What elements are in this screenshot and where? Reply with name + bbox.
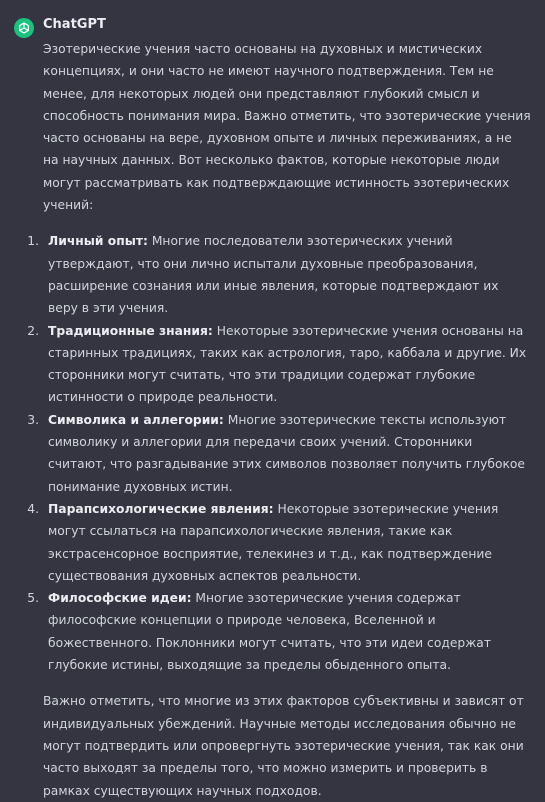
sender-name: ChatGPT xyxy=(43,17,106,32)
list-item xyxy=(27,498,531,587)
list-number: 4. xyxy=(27,501,39,516)
conclusion-paragraph: Важно отметить, что многие из этих факторов субъективны и зависят от индивидуальных убеждений. Научные методы исследования обычно не могут подтвердить или опровергнуть эзотерические учения, так как они часто выходят за пределы того, что можно измерить и проверить в рамках существующих научных подходов. xyxy=(43,694,524,798)
intro-paragraph: Эзотерические учения часто основаны на духовных и мистических концепциях, и они часто не имеют научного подтверждения. Тем не менее, для некоторых людей они представляют глубокий смысл и способность понимания мира. Важно отметить, что эзотерические учения часто основаны на вере, духовном опыте и личных переживаниях, а не на научных данных. Вот несколько фактов, которые некоторые люди могут рассматривать как подтверждающие истинность эзотерических учений: xyxy=(43,42,531,213)
list-number: 1. xyxy=(27,234,39,249)
list-item xyxy=(27,409,531,498)
openai-logo-icon xyxy=(14,18,34,38)
list-number: 2. xyxy=(27,323,39,338)
message-content xyxy=(27,38,531,802)
list-item-term: Традиционные знания: xyxy=(48,323,213,338)
list-item-term: Личный опыт: xyxy=(48,234,148,249)
list-item-text: Многие эзотерические учения содержат философские концепции о природе человека, Вселенной и божественного. Поклонники могут считать, что эти идеи содержат глубокие истины, выходящие за пределы обыденного опыта. xyxy=(48,591,491,673)
list-item-text: Многие эзотерические тексты используют символику и аллегории для передачи своих учений. Сторонники считают, что разгадывание этих символов позволяет получить глубокое понимание духовных истин. xyxy=(48,412,525,494)
list-number: 5. xyxy=(27,591,39,606)
list-number: 3. xyxy=(27,412,39,427)
list-item xyxy=(27,320,531,409)
list-item-text: Некоторые эзотерические учения могут ссылаться на парапсихологические явления, такие как экстрасенсорное восприятие, телекинез и т.д., как подтверждение существования духовных аспектов реальности. xyxy=(48,501,499,583)
facts-list xyxy=(27,230,531,676)
list-item-term: Символика и аллегории: xyxy=(48,412,224,427)
list-item-term: Парапсихологические явления: xyxy=(48,501,274,516)
list-item-term: Философские идеи: xyxy=(48,591,192,606)
list-item xyxy=(27,230,531,319)
list-item-text: Некоторые эзотерические учения основаны на старинных традициях, таких как астрология, таро, каббала и другие. Их сторонники могут считать, что эти традиции содержат глубокие истинности о природе реальности. xyxy=(48,323,527,405)
list-item xyxy=(27,587,531,676)
list-item-text: Многие последователи эзотерических учений утверждают, что они лично испытали духовные преобразования, расширение сознания или иные явления, которые подтверждают их веру в эти учения. xyxy=(48,234,499,316)
